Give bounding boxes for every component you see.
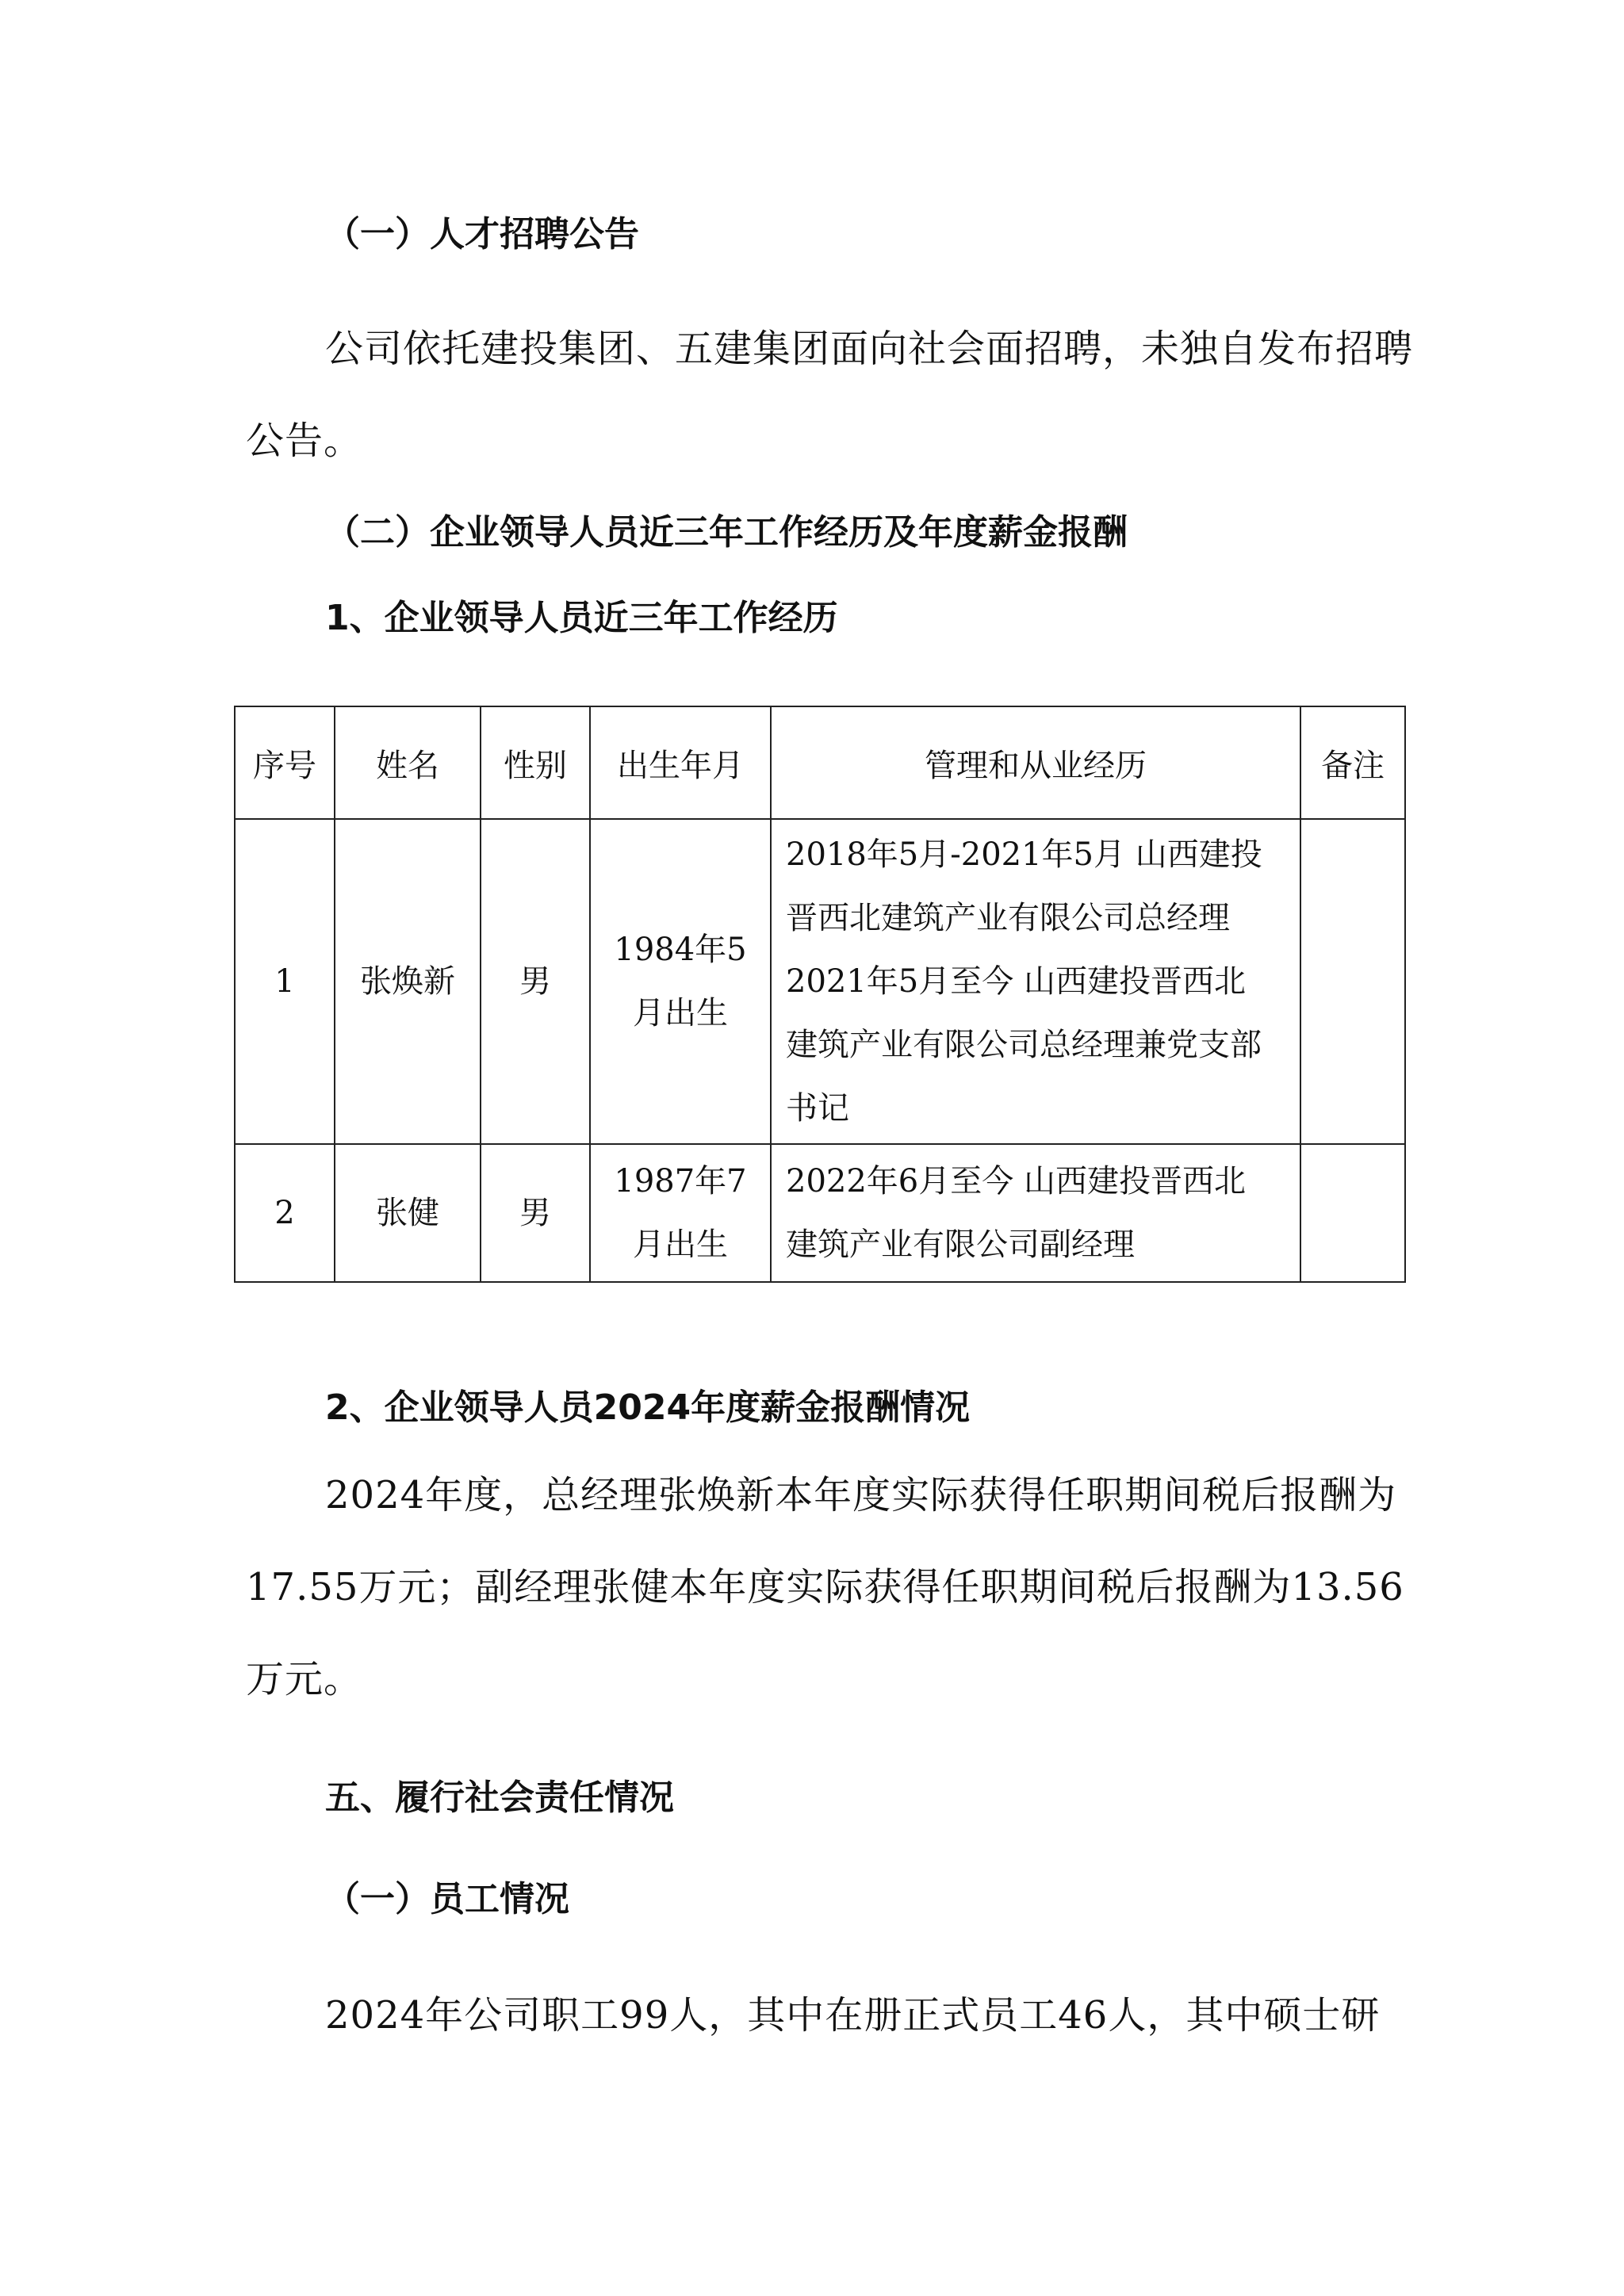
table-header-row [235,706,1405,819]
leaders-heading: （二）企业领导人员近三年工作经历及年度薪金报酬 [325,512,1128,553]
experience-line: 晋西北建筑产业有限公司总经理 [786,900,1230,936]
experience-heading: 1、企业领导人员近三年工作经历 [325,598,838,638]
cell-no: 2 [235,1144,335,1282]
cell-experience [771,819,1300,1144]
cell-name: 张健 [335,1144,481,1282]
cell-experience [771,1144,1300,1282]
cell-birth [590,819,771,1144]
cell-birth [590,1144,771,1282]
header-experience: 管理和从业经历 [771,706,1300,819]
cell-gender: 男 [481,819,590,1144]
cell-note [1300,819,1405,1144]
recruit-paragraph [246,303,1414,487]
header-birth: 出生年月 [590,706,771,819]
cell-no: 1 [235,819,335,1144]
cell-note [1300,1144,1405,1282]
experience-line: 建筑产业有限公司副经理 [786,1226,1135,1263]
birth-line: 1984年5 [614,932,747,968]
header-note: 备注 [1300,706,1405,819]
table-row [235,819,1405,1144]
experience-line: 2022年6月至今 山西建投晋西北 [786,1163,1246,1200]
salary-paragraph [246,1449,1404,1725]
recruit-line: 公司依托建投集团、五建集团面向社会面招聘，未独自发布招聘 [325,327,1414,371]
staff-paragraph [246,1969,1388,2061]
header-gender: 性别 [481,706,590,819]
experience-line: 建筑产业有限公司总经理兼党支部 [786,1027,1262,1063]
birth-line: 月出生 [633,995,728,1031]
experience-line: 2018年5月-2021年5月 山西建投 [786,836,1262,873]
staff-heading: （一）员工情况 [325,1879,569,1919]
header-no: 序号 [235,706,335,819]
experience-line: 2021年5月至今 山西建投晋西北 [786,963,1246,1000]
social-heading: 五、履行社会责任情况 [325,1777,674,1818]
staff-line: 2024年公司职工99人，其中在册正式员工46人，其中硕士研 [325,1993,1381,2038]
birth-line: 1987年7 [614,1163,747,1200]
recruit-heading: （一）人才招聘公告 [325,214,639,254]
recruit-line: 公告。 [246,419,363,463]
table-row [235,1144,1405,1282]
cell-name: 张焕新 [335,819,481,1144]
birth-line: 月出生 [633,1226,728,1263]
experience-table [234,706,1406,1283]
cell-gender: 男 [481,1144,590,1282]
salary-line: 万元。 [246,1657,363,1701]
header-name: 姓名 [335,706,481,819]
experience-line: 书记 [786,1090,849,1127]
salary-line: 2024年度，总经理张焕新本年度实际获得任职期间税后报酬为 [325,1473,1397,1517]
salary-heading: 2、企业领导人员2024年度薪金报酬情况 [325,1387,971,1428]
salary-line: 17.55万元；副经理张健本年度实际获得任职期间税后报酬为13.56 [246,1565,1404,1609]
